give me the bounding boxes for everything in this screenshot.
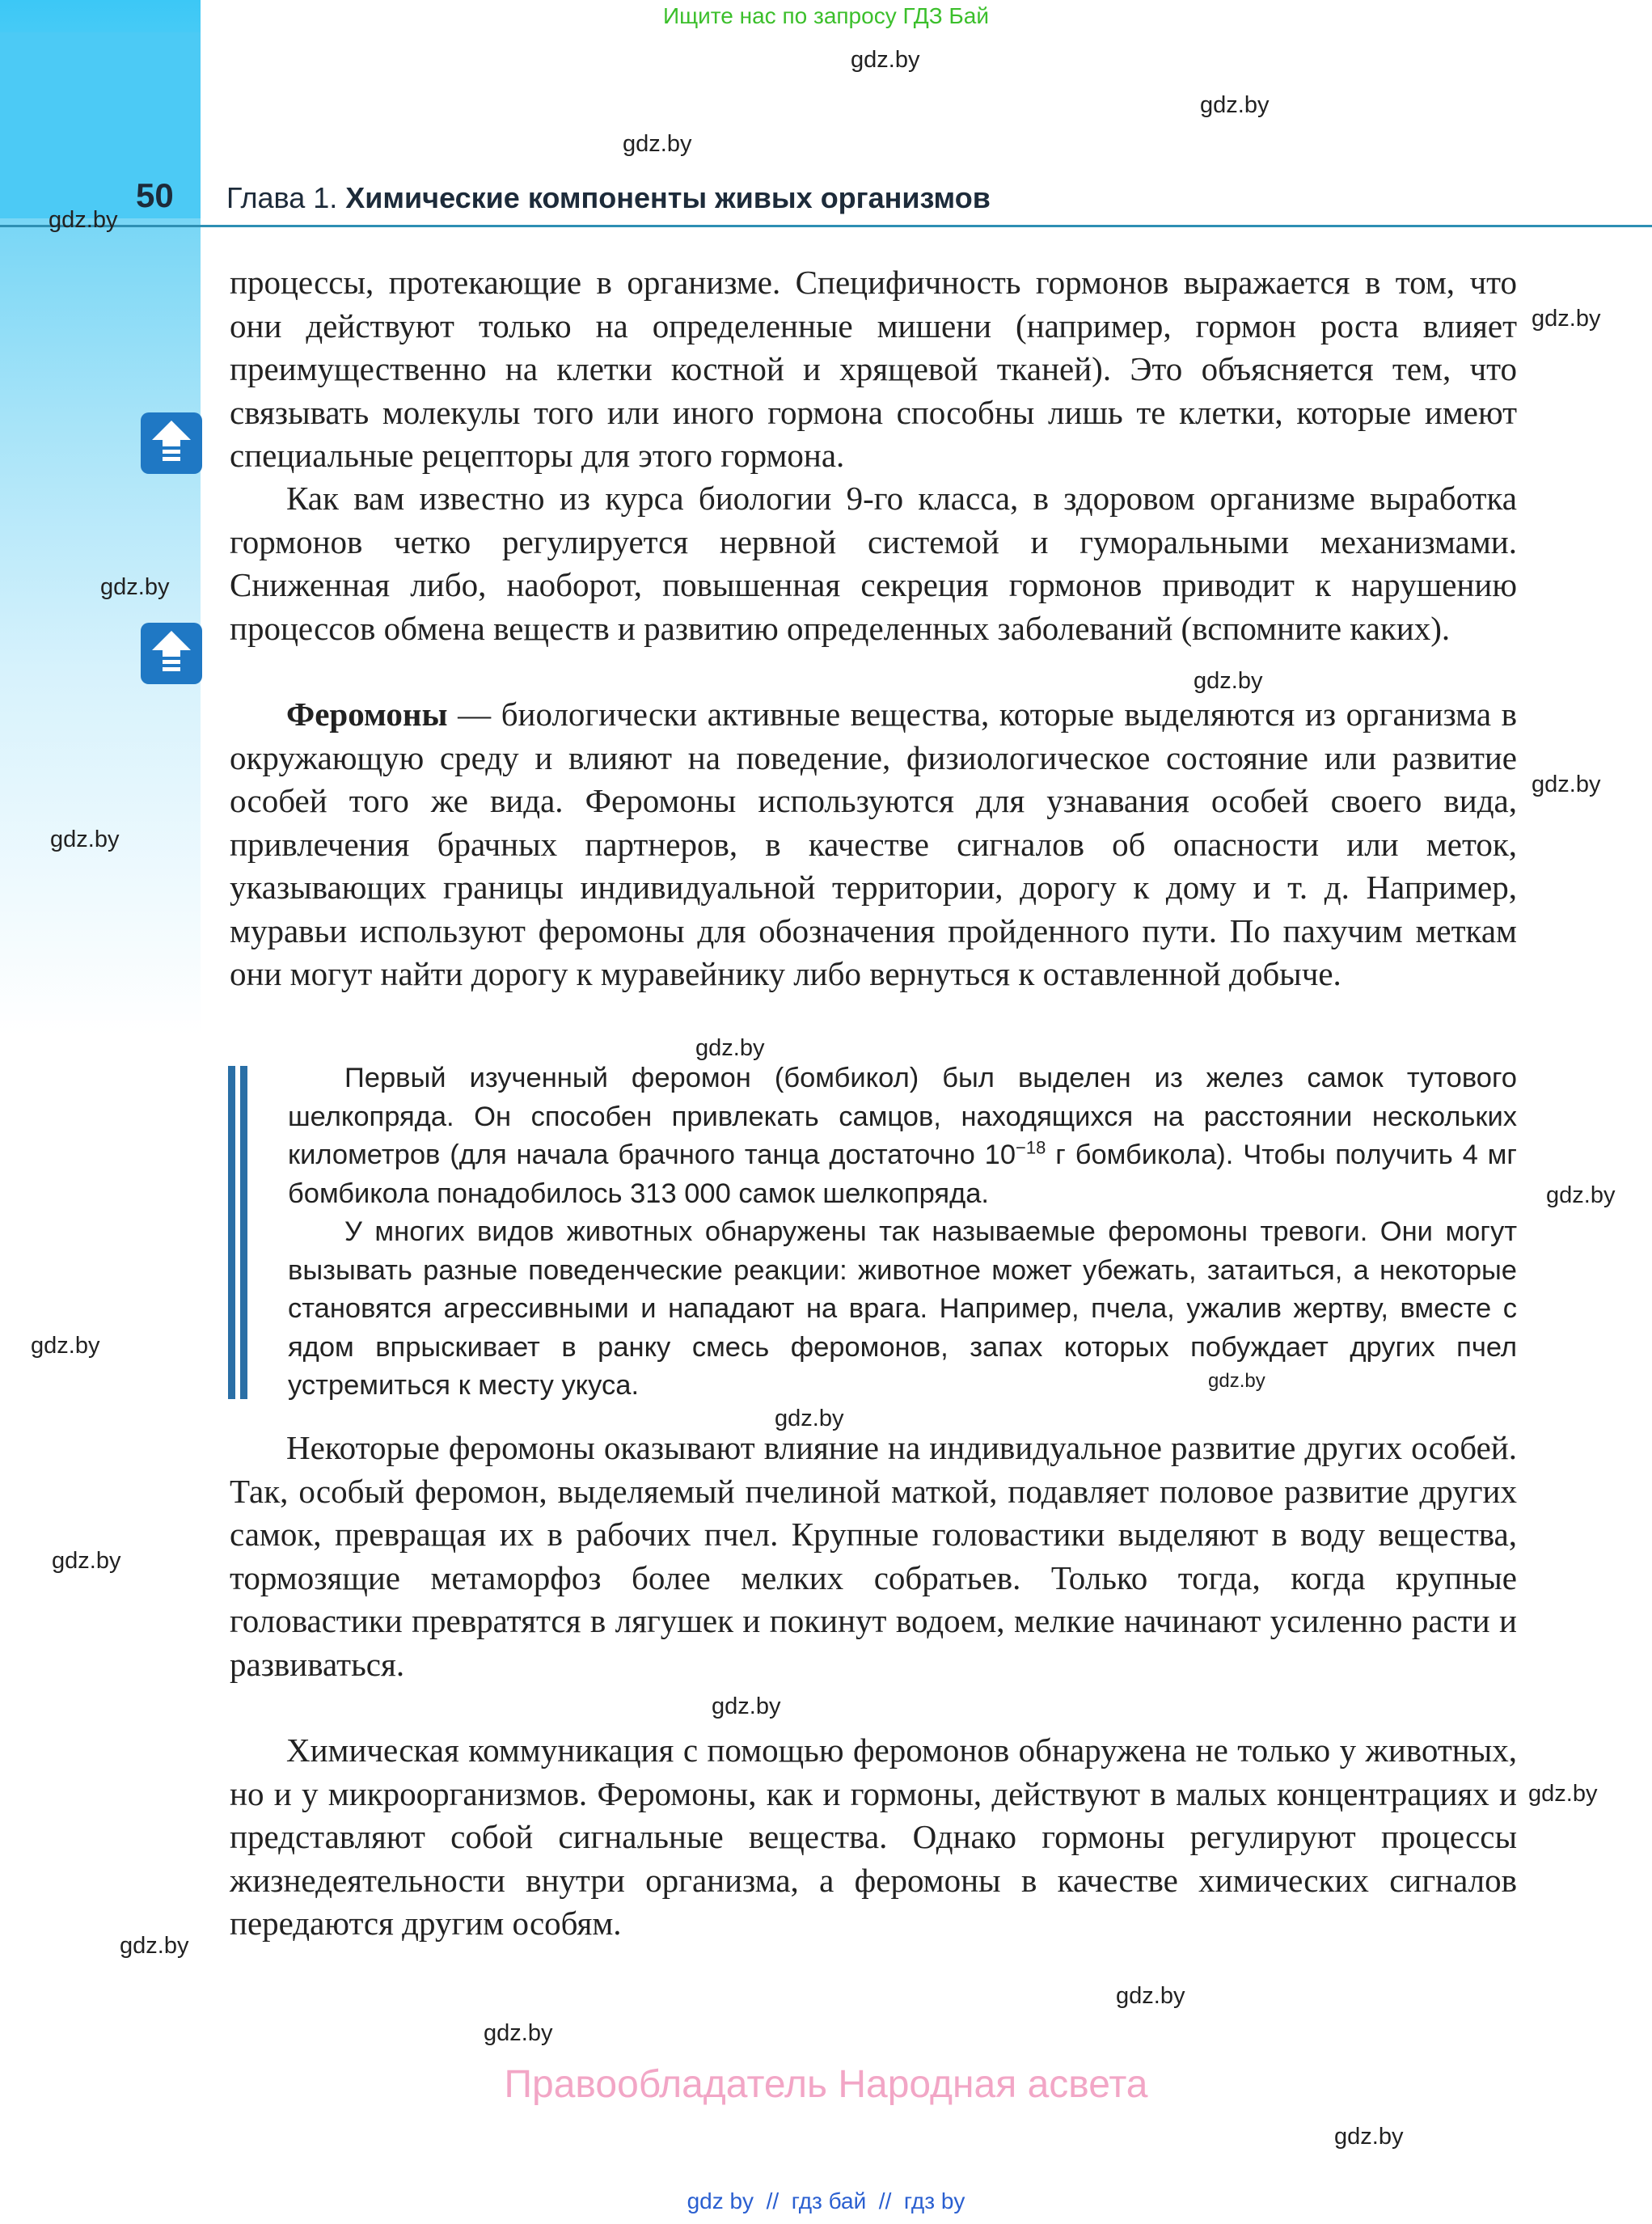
watermark: gdz.by — [1528, 1781, 1598, 1807]
paragraph-pheromones: Феромоны — биологически активные вещества, которые выделяются из организма в окружающую среду и влияют на поведение, физиологическое состояние или развитие особей того же вида. Феромоны используются для узнавания особей своего вида, привлечения брачных партнеров, в качестве сигналов об опасности или меток, указывающих границы индивидуальной территории, дорогу к дому и т. д. Например, муравьи используют феромоны для обозначения пройденного пути. По пахучим меткам они могут найти дорогу к муравейнику либо вернуться к оставленной добыче. — [230, 696, 1517, 992]
sidebox-bar — [240, 1066, 247, 1399]
sidebox-paragraph-bombykol: Первый изученный феромон (бомбикол) был выделен из желез самок тутового шелкопряда. Он способен привлекать самцов, находящихся на расстоянии нескольких километров (для начала брачного танца достаточно $10^{-18}$ г бомбикола). Чтобы получить 4 мг бомбикола понадобилось 313 000 самок шелкопряда. — [288, 1063, 1517, 1209]
watermark: gdz.by — [120, 1933, 189, 1959]
copyright-notice: Правообладатель Народная асвета — [504, 2063, 1148, 2106]
paragraph-hormone-regulation: Как вам известно из курса биологии 9-го класса, в здоровом организме выработка гормонов четко регулируется нервной системой и гуморальными механизмами. Сниженная либо, наоборот, повышенная секреция гормонов приводит к нарушению процессов обмена веществ и развитию определенных заболеваний (вспомните каких). — [230, 480, 1517, 647]
sidebox-bar — [228, 1066, 235, 1399]
watermark: gdz.by — [1208, 1370, 1265, 1392]
watermark: gdz.by — [52, 1548, 121, 1574]
arrow-up-icon — [141, 412, 202, 474]
chapter-prefix: Глава 1. — [226, 181, 346, 214]
watermark: gdz.by — [1546, 1182, 1616, 1208]
watermark: gdz.by — [1334, 2124, 1404, 2150]
watermark: gdz.by — [1200, 92, 1270, 118]
watermark: gdz.by — [31, 1333, 100, 1359]
paragraph-hormone-specificity: процессы, протекающие в организме. Специфичность гормонов выражается в том, что они действуют только на определенные мишени (например, гормон роста влияет преимущественно на клетки костной и хрящевой тканей). Это объясняется тем, что связывать молекулы того или иного гормона способны лишь те клетки, которые имеют специальные рецепторы для этого гормона. — [230, 264, 1517, 474]
chapter-heading — [226, 181, 991, 215]
search-hint: Ищите нас по запросу ГДЗ Бай — [662, 3, 990, 28]
arrow-up-icon — [141, 623, 202, 684]
footer-links[interactable]: gdz by // гдз бай // гдз by — [687, 2188, 965, 2213]
watermark: gdz.by — [1194, 668, 1263, 694]
sidebox-paragraph-alarm-pheromones: У многих видов животных обнаружены так называемые феромоны тревоги. Они могут вызывать разные поведенческие реакции: животное может убежать, затаиться, а некоторые становятся агрессивными и нападают на врага. Например, пчела, ужалив жертву, вместе с ядом впрыскивает в ранку смесь феромонов, запах которых побуждает других пчел устремиться к месту укуса. — [288, 1216, 1517, 1401]
watermark: gdz.by — [695, 1035, 765, 1061]
watermark: gdz.by — [712, 1693, 781, 1719]
term-pheromones: Феромоны — [286, 696, 448, 733]
paragraph-communication: Химическая коммуникация с помощью феромонов обнаружена не только у животных, но и у микроорганизмов. Феромоны, как и гормоны, действуют в малых концентрациях и представляют собой сигнальные вещества. Однако гормоны регулируют процессы жизнедеятельности внутри организма, а феромоны в качестве химических сигналов передаются другим особям. — [230, 1731, 1517, 1942]
page-number: 50 — [136, 176, 174, 214]
header-rule — [0, 225, 1652, 227]
watermark: gdz.by — [1532, 772, 1601, 797]
watermark: gdz.by — [100, 574, 170, 600]
watermark: gdz.by — [775, 1406, 844, 1431]
watermark: gdz.by — [49, 207, 118, 233]
paragraph-development: Некоторые феромоны оказывают влияние на индивидуальное развитие других особей. Так, особый феромон, выделяемый пчелиной маткой, подавляет половое развитие других самок, превращая их в рабочих пчел. Крупные головастики выделяют в воду вещества, тормозящие метаморфоз более мелких собратьев. Только тогда, когда крупные головастики превратятся в лягушек и покинут водоем, мелкие начинают усиленно расти и развиваться. — [230, 1429, 1517, 1683]
chapter-title: Химические компоненты живых организмов — [345, 181, 991, 214]
watermark: gdz.by — [1116, 1983, 1185, 2009]
watermark: gdz.by — [851, 47, 920, 73]
watermark: gdz.by — [1532, 306, 1601, 332]
watermark: gdz.by — [623, 131, 692, 157]
watermark: gdz.by — [50, 827, 120, 852]
watermark: gdz.by — [484, 2020, 553, 2046]
